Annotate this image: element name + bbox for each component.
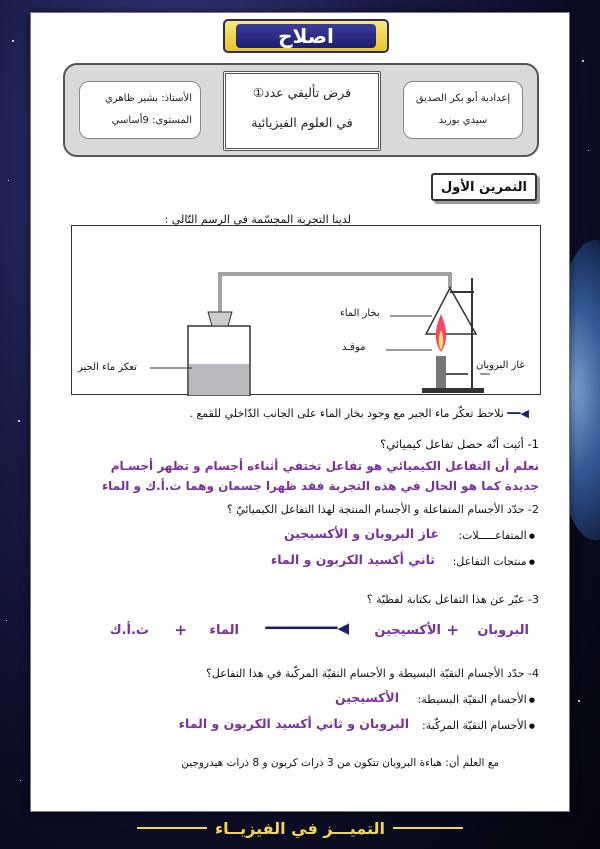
footer-banner xyxy=(0,810,600,846)
equation-product-co2: ث.أ.ك xyxy=(109,623,149,638)
delivery-tube xyxy=(220,274,450,318)
label-limewater: تعكر ماء الجير xyxy=(78,362,137,373)
exam-title-line1: فرض تأليفي عدد① xyxy=(252,85,352,100)
school-info-box xyxy=(403,81,523,139)
footer-line-right xyxy=(137,827,207,829)
compound-substances-answer: البروبان و ثاني أكسيد الكربون و الماء xyxy=(178,716,409,731)
school-city: سيدي بوزيد xyxy=(438,115,488,126)
equation-reactant-propane: البروبان xyxy=(477,623,529,638)
label-propane: غاز البروبان xyxy=(476,360,525,371)
equation-reactant-oxygen: الأكسيجين xyxy=(374,623,441,638)
observation-sentence: نلاحظ تعكّر ماء الجير مع وجود بخار الماء على الجانب الدّاخلي للقمع . xyxy=(189,407,504,420)
exercise-title: التمرين الأول xyxy=(431,173,537,201)
exam-title-box xyxy=(223,71,381,151)
teacher-label: الأستاذ: بشير ظاهري xyxy=(105,93,192,104)
question-3: 3- عبّر عن هذا التفاعل بكتابة لفظيّة ؟ xyxy=(366,593,539,606)
experiment-drawing xyxy=(70,226,540,396)
correction-badge-title: اصلاح xyxy=(236,24,376,48)
reactants-label: ● المتفاعـــــلات: xyxy=(458,529,535,542)
simple-substances-answer: الأكسيجين xyxy=(334,690,399,705)
stand-base xyxy=(422,388,484,393)
question-1: 1- أثبت أنّه حصل تفاعل كيميائي؟ xyxy=(380,437,539,451)
observation-text xyxy=(189,407,529,420)
products-label: ● منتجات التفاعل: xyxy=(453,555,535,568)
simple-substances-label: ● الأجسام النقيّة البسيطة: xyxy=(418,693,535,706)
compound-substances-label: ● الأجسام النقيّة المركّبة: xyxy=(422,719,535,732)
reactants-answer: غاز البروبان و الأكسيجين xyxy=(284,526,439,541)
exercise-intro: لدينا التجربة المجسّمة في الرسم التّالي : xyxy=(164,213,351,226)
answer-1-line2: جديدة كما هو الحال في هذه التجربة فقد ظهرا جسمان وهما ث.أ.ك و الماء xyxy=(102,479,539,493)
inverted-funnel xyxy=(426,288,476,334)
footer-text: التميـــز في الفيزيــاء xyxy=(214,818,386,838)
exam-title-line2: في العلوم الفيزيائية xyxy=(251,115,353,130)
products-answer: ثاني أكسيد الكربون و الماء xyxy=(270,552,435,567)
school-name: إعدادية أبو بكر الصديق xyxy=(415,93,511,104)
teacher-info-box xyxy=(79,81,201,139)
experiment-diagram xyxy=(71,225,541,395)
level-label: المستوى: 9أساسي xyxy=(111,115,192,126)
question-2: 2- حدّد الأجسام المتفاعلة و الأجسام المنتجة لهذا التفاعل الكيميائيّ ؟ xyxy=(226,503,539,516)
equation-product-water: الماء xyxy=(209,623,239,638)
jar-stopper xyxy=(208,312,232,326)
header-panel xyxy=(63,63,539,157)
propane-molecule-note: مع العلم أن: هباءة البروبان تتكون من 3 ذرات كربون و 8 ذرات هيدروجين xyxy=(181,757,499,769)
equation-plus-1: + xyxy=(446,621,459,639)
observation-arrow: ◀━━ xyxy=(507,407,529,420)
equation-plus-2: + xyxy=(174,621,187,639)
label-burner: موقـد xyxy=(342,342,366,353)
footer-line-left xyxy=(393,827,463,829)
limewater-liquid xyxy=(189,364,249,395)
answer-1-line1: نعلم أن التفاعل الكيميائي هو تفاعل تختفي أثناءه أجسام و تظهر أجسـام xyxy=(110,459,539,473)
correction-badge xyxy=(223,19,389,53)
question-4: 4- حدّد الأجسام النقيّة البسيطة و الأجسام النقيّة المركّبة في هذا التفاعل؟ xyxy=(206,667,539,680)
delivery-tube-inner xyxy=(220,274,450,318)
burner-body xyxy=(436,356,446,388)
label-vapor: بخار الماء xyxy=(340,308,380,319)
equation-arrow: ◀━━━━━━━━ xyxy=(265,619,349,637)
worksheet-page xyxy=(30,12,570,812)
